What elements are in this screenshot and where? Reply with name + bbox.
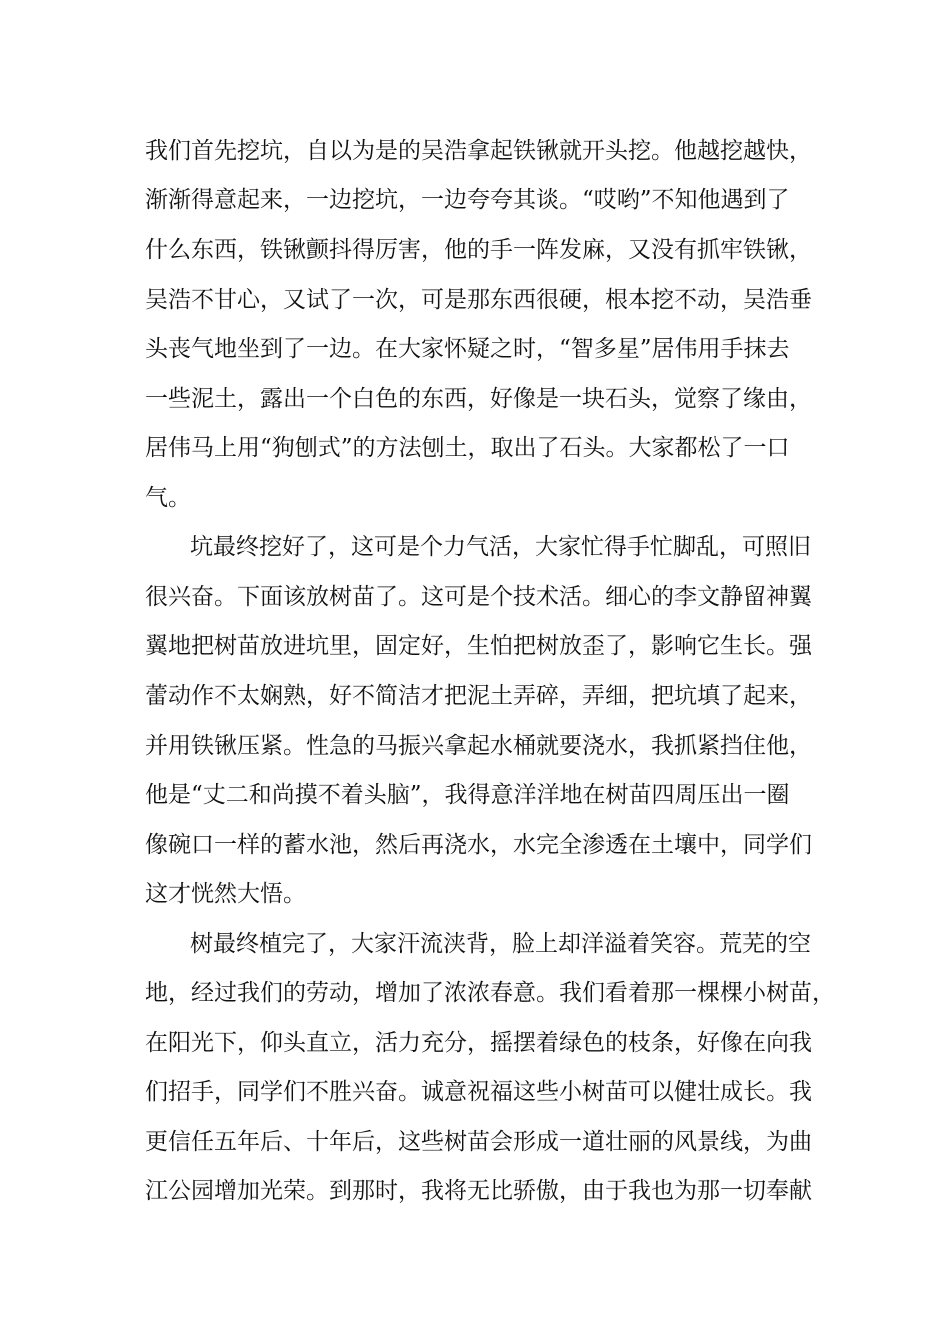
text-line: 居伟马上用“狗刨式”的方法刨土，取出了石头。大家都松了一口 (145, 435, 790, 461)
text-line: 他是“丈二和尚摸不着头脑”，我得意洋洋地在树苗四周压出一圈 (145, 782, 790, 808)
text-line: 江公园增加光荣。到那时，我将无比骄傲，由于我也为那一切奉献 (145, 1178, 812, 1204)
text-line: 并用铁锹压紧。性急的马振兴拿起水桶就要浇水，我抓紧挡住他， (145, 733, 812, 759)
text-line: 很兴奋。下面该放树苗了。这可是个技术活。细心的李文静留神翼 (145, 584, 812, 610)
text-line: 更信任五年后、十年后，这些树苗会形成一道壮丽的风景线，为曲 (145, 1129, 812, 1155)
text-line: 树最终植完了，大家汗流浃背，脸上却洋溢着笑容。荒芜的空 (190, 931, 811, 957)
text-line: 在阳光下，仰头直立，活力充分，摇摆着绿色的枝条，好像在向我 (145, 1030, 812, 1056)
text-line: 什么东西，铁锹颤抖得厉害，他的手一阵发麻，又没有抓牢铁锹， (145, 237, 812, 263)
text-line: 吴浩不甘心，又试了一次，可是那东西很硬，根本挖不动，吴浩垂 (145, 287, 812, 313)
text-line: 地，经过我们的劳动，增加了浓浓春意。我们看着那一棵棵小树苗， (145, 980, 835, 1006)
text-line: 像碗口一样的蓄水池，然后再浇水，水完全渗透在土壤中，同学们 (145, 832, 812, 858)
text-line: 我们首先挖坑，自以为是的吴浩拿起铁锹就开头挖。他越挖越快， (145, 138, 812, 164)
text-line: 渐渐得意起来，一边挖坑，一边夸夸其谈。“哎哟”不知他遇到了 (145, 187, 790, 213)
text-line: 头丧气地坐到了一边。在大家怀疑之时，“智多星”居伟用手抹去 (145, 336, 790, 362)
text-line: 坑最终挖好了，这可是个力气活，大家忙得手忙脚乱，可照旧 (190, 534, 811, 560)
text-line: 翼地把树苗放进坑里，固定好，生怕把树放歪了，影响它生长。强 (145, 633, 812, 659)
text-line: 一些泥土，露出一个白色的东西，好像是一块石头，觉察了缘由， (145, 386, 812, 412)
text-line: 们招手，同学们不胜兴奋。诚意祝福这些小树苗可以健壮成长。我 (145, 1079, 812, 1105)
text-line: 气。 (145, 485, 191, 511)
text-line: 这才恍然大悟。 (145, 881, 306, 907)
text-line: 蕾动作不太娴熟，好不简洁才把泥土弄碎，弄细，把坑填了起来， (145, 683, 812, 709)
